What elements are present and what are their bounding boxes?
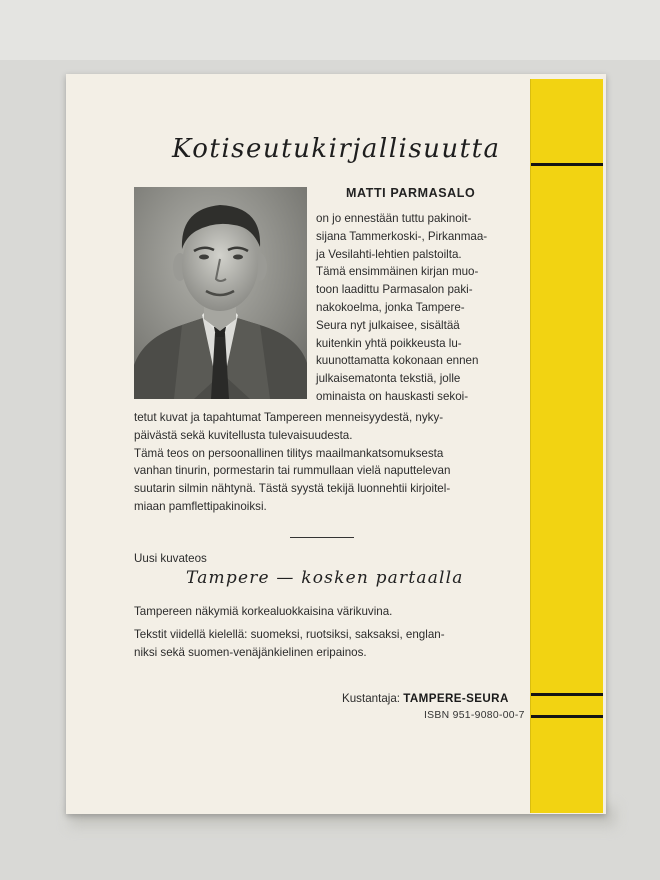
text-line: vanhan tinurin, pormestarin tai rummullaan vielä naputtelevan: [134, 464, 451, 478]
text-line: nakokoelma, jonka Tampere-: [316, 300, 465, 314]
text-line: kuitenkin yhtä poikkeusta lu-: [316, 336, 462, 350]
spine-rule-top: [531, 163, 603, 166]
intro-paragraph: [316, 210, 518, 406]
languages-paragraph: [134, 626, 520, 662]
spine-rule-bottom-1: [531, 693, 603, 696]
new-book-description: Tampereen näkymiä korkealuokkaisina värikuvina.: [134, 605, 393, 618]
text-line: julkaisematonta tekstiä, jolle: [316, 372, 461, 386]
text-line: Tämä ensimmäinen kirjan muo-: [316, 265, 479, 279]
cover-heading: Kotiseutukirjallisuutta: [172, 134, 501, 164]
background-top: [0, 0, 660, 60]
author-name: MATTI PARMASALO: [346, 186, 476, 200]
yellow-spine: [530, 79, 603, 813]
spine-rule-bottom-2: [531, 715, 603, 718]
text-line: kuunottamatta kokonaan ennen: [316, 354, 479, 368]
text-line: Tekstit viidellä kielellä: suomeksi, ruotsiksi, saksaksi, englan-: [134, 628, 445, 641]
text-line: niksi sekä suomen-venäjänkielinen eripainos.: [134, 645, 367, 659]
text-line: Seura nyt julkaisee, sisältää: [316, 318, 460, 332]
new-book-title: Tampere — kosken partaalla: [186, 568, 464, 588]
portrait-illustration: [134, 187, 307, 399]
publisher-label: Kustantaja:: [342, 692, 401, 705]
text-line: toon laadittu Parmasalon paki-: [316, 283, 473, 297]
description-paragraph: [134, 409, 520, 516]
text-line: päivästä sekä kuvitellusta tulevaisuudesta.: [134, 428, 353, 442]
text-line: ominaista on hauskasti sekoi-: [316, 389, 469, 403]
section-divider: [290, 537, 354, 538]
text-line: on jo ennestään tuttu pakinoit-: [316, 212, 472, 225]
text-line: tetut kuvat ja tapahtumat Tampereen menneisyydestä, nyky-: [134, 411, 444, 424]
text-line: ja Vesilahti-lehtien palstoilta.: [316, 247, 462, 261]
publisher-line: [342, 690, 509, 708]
text-line: suutarin silmin nähtynä. Tästä syystä tekijä luonnehtii kirjoitel-: [134, 482, 451, 496]
text-line: miaan pamflettipakinoiksi.: [134, 499, 267, 513]
publisher-name: TAMPERE-SEURA: [403, 692, 509, 705]
text-line: sijana Tammerkoski-, Pirkanmaa-: [316, 229, 488, 243]
new-book-label: Uusi kuvateos: [134, 552, 207, 565]
text-line: Tämä teos on persoonallinen tilitys maailmankatsomuksesta: [134, 446, 444, 460]
isbn-number: ISBN 951-9080-00-7: [424, 710, 525, 721]
author-portrait: [134, 187, 307, 399]
